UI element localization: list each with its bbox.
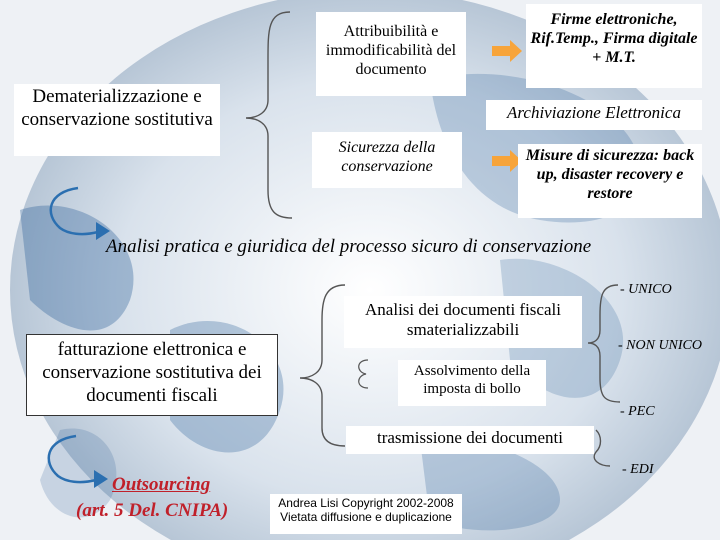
analysis-title [106,236,706,258]
attribute-box [316,12,466,96]
main-topic-label: Dematerializzazione e conservazione sostitutiva [21,86,213,130]
arrow-right-icon [492,40,522,62]
transmission-box [346,426,594,454]
option-unico: - UNICO [620,282,672,297]
security-label: Sicurezza della conservazione [338,139,436,176]
archive-box [486,100,702,130]
analysis-title-text: Analisi pratica e giuridica del processo sicuro di conservazione [106,236,592,257]
option-non-unico: - NON UNICO [618,338,703,353]
signature-box [526,4,702,88]
curved-arrow-icon [36,432,116,492]
option-pec: - PEC [620,404,655,419]
archive-label: Archiviazione Elettronica [507,103,681,122]
signature-label: Firme elettroniche, Rif.Temp., Firma digitale + M.T. [530,11,698,67]
stamp-duty-label: Assolvimento della imposta di bollo [413,363,531,397]
fiscal-topic-label: fatturazione elettronica e conservazione sostitutiva dei documenti fiscali [42,339,262,406]
curved-arrow-icon [38,184,118,244]
copyright-line2: Vietata diffusione e duplicazione [280,510,452,525]
fiscal-topic-box [26,334,278,416]
fiscal-docs-box [344,296,582,348]
option-edi: - EDI [622,462,654,477]
outsourcing-ref: (art. 5 Del. CNIPA) [76,500,229,521]
security-box [312,132,462,188]
stamp-duty-box [398,360,546,406]
copyright-box [270,494,462,534]
transmission-label: trasmissione dei documenti [376,428,564,447]
fiscal-docs-label: Analisi dei documenti fiscali smaterializzabili [365,300,561,340]
copyright-line1: Andrea Lisi Copyright 2002-2008 [278,496,454,510]
main-topic-box [14,84,220,156]
attribute-label: Attribuibilità e immodificabilità del documento [325,23,457,79]
security-measures-label: Misure di sicurezza: back up, disaster recovery e restore [525,147,695,203]
outsourcing-title: Outsourcing [112,474,211,495]
security-measures-box [518,144,702,218]
